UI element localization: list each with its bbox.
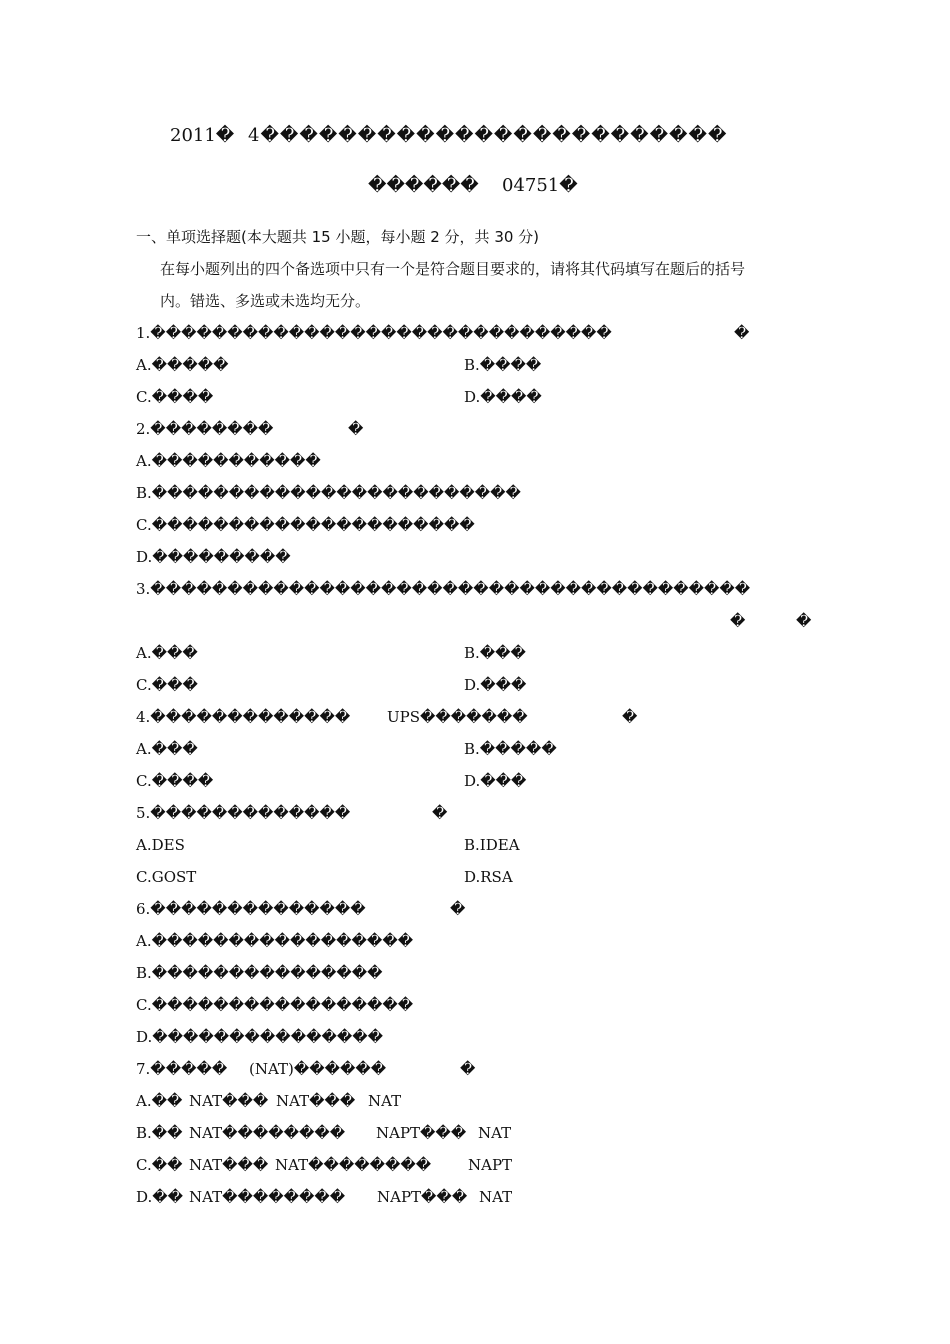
q5-option-d: D.RSA: [464, 868, 513, 886]
q7-option-b-part-1: NAT��������: [189, 1124, 346, 1142]
q4-stem-part-1: 4.�������������: [136, 708, 351, 726]
q6-option-a: A.�����������������: [136, 932, 414, 950]
q2-option-a: A.�����������: [136, 452, 321, 470]
q1-option-d: D.����: [464, 388, 542, 406]
q7-option-a-part-1: NAT���: [189, 1092, 269, 1110]
q6-option-c: C.�����������������: [136, 996, 414, 1014]
exam-subject: ������: [368, 175, 479, 196]
q7-option-b-part-2: NAPT���: [376, 1124, 467, 1142]
q4-option-d: D.���: [464, 772, 527, 790]
q6-answer-paren: �: [450, 900, 466, 918]
q1-option-b: B.����: [464, 356, 542, 374]
q2-answer-paren: �: [348, 420, 364, 438]
q1-stem: 1.������������������������������: [136, 324, 612, 342]
section-heading: 一、单项选择题(本大题共 15 小题，每小题 2 分，共 30 分): [136, 228, 540, 246]
q7-option-a-label: A.��: [136, 1092, 183, 1110]
q7-option-b-part-3: NAT: [478, 1124, 512, 1142]
q3-answer-paren-right: �: [796, 612, 812, 630]
q3-option-b: B.���: [464, 644, 526, 662]
exam-title-year: 2011�: [170, 125, 235, 146]
q3-option-a: A.���: [136, 644, 198, 662]
q3-option-c: C.���: [136, 676, 198, 694]
q3-answer-paren-left: �: [730, 612, 746, 630]
q2-option-b: B.������������������������: [136, 484, 521, 502]
q1-answer-paren: �: [734, 324, 750, 342]
q4-option-b: B.�����: [464, 740, 557, 758]
q5-stem: 5.�������������: [136, 804, 351, 822]
q6-option-d: D.���������������: [136, 1028, 383, 1046]
q7-option-d-part-2: NAPT���: [377, 1188, 468, 1206]
q2-option-c: C.���������������������: [136, 516, 475, 534]
q7-option-d-part-1: NAT��������: [189, 1188, 346, 1206]
q5-option-a: A.DES: [136, 836, 185, 854]
q7-option-b-label: B.��: [136, 1124, 183, 1142]
q7-option-a-part-3: NAT: [368, 1092, 402, 1110]
q4-answer-paren: �: [622, 708, 638, 726]
q7-option-c-part-3: NAPT: [468, 1156, 513, 1174]
q5-option-c: C.GOST: [136, 868, 197, 886]
exam-title: 4������������������������: [248, 125, 728, 146]
q7-answer-paren: �: [460, 1060, 476, 1078]
instruction-line-1: 在每小题列出的四个备选项中只有一个是符合题目要求的，请将其代码填写在题后的括号: [160, 260, 746, 278]
instruction-line-2: 内。错选、多选或未选均无分。: [160, 292, 371, 310]
q5-option-b: B.IDEA: [464, 836, 520, 854]
q7-option-c-label: C.��: [136, 1156, 183, 1174]
q7-option-c-part-2: NAT��������: [275, 1156, 432, 1174]
q5-answer-paren: �: [432, 804, 448, 822]
q6-stem: 6.��������������: [136, 900, 366, 918]
q1-option-c: C.����: [136, 388, 214, 406]
q4-stem-part-2: UPS�������: [387, 708, 528, 726]
q6-option-b: B.���������������: [136, 964, 383, 982]
q4-option-c: C.����: [136, 772, 214, 790]
q7-option-a-part-2: NAT���: [276, 1092, 356, 1110]
q7-stem-part-2: (NAT)������: [249, 1060, 387, 1078]
q3-option-d: D.���: [464, 676, 527, 694]
q7-option-d-label: D.��: [136, 1188, 184, 1206]
exam-course-code: 04751�: [502, 175, 578, 196]
q2-option-d: D.���������: [136, 548, 291, 566]
q7-option-c-part-1: NAT���: [189, 1156, 269, 1174]
q7-stem-part-1: 7.�����: [136, 1060, 228, 1078]
q2-stem: 2.��������: [136, 420, 274, 438]
q7-option-d-part-3: NAT: [479, 1188, 513, 1206]
q4-option-a: A.���: [136, 740, 198, 758]
q3-stem: 3.���������������������������������������: [136, 580, 751, 598]
q1-option-a: A.�����: [136, 356, 229, 374]
